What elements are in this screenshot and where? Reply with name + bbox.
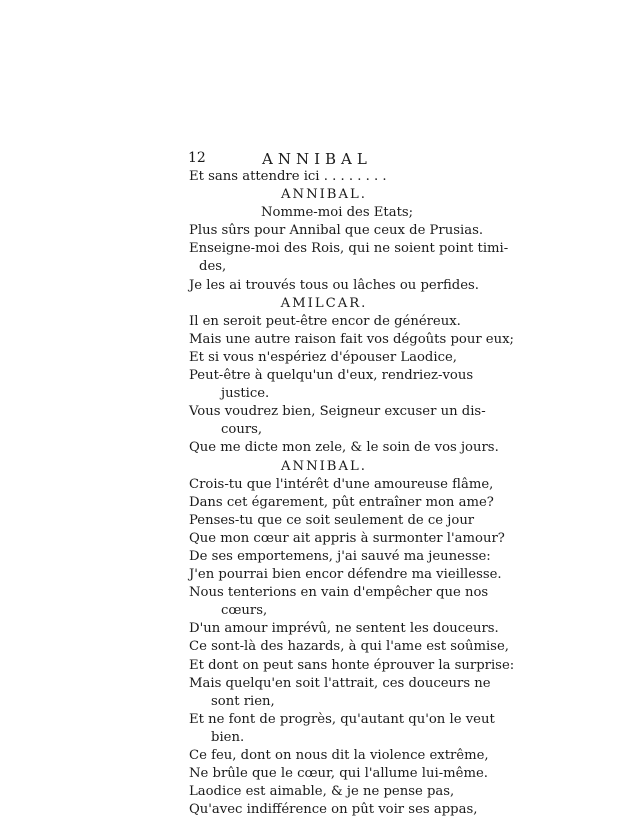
verse-line: Vous voudrez bien, Seigneur excuser un dis- [189,404,486,420]
verse-line: des, [199,259,227,275]
verse-line: Enseigne-moi des Rois, qui ne soient point timi- [189,241,509,257]
verse-line: Mais quelqu'en soit l'attrait, ces douceurs ne [189,675,491,691]
verse-line: Mais une autre raison fait vos dégoûts pour eux; [189,331,514,347]
verse-line: cœurs, [221,603,268,619]
verse-line: J'en pourrai bien encor défendre ma vieillesse. [189,567,502,583]
speaker-name: ANNIBAL. [281,458,367,474]
verse-line: cours, [221,422,263,438]
verse-line: Peut-être à quelqu'un d'eux, rendriez-vous [189,368,474,384]
verse-line: Nous tenterions en vain d'empêcher que nos [189,585,489,601]
verse-line: Que mon cœur ait appris à surmonter l'amour? [189,530,505,546]
verse-line: Plus sûrs pour Annibal que ceux de Prusias. [189,223,484,239]
verse-line: Qu'avec indifférence on pût voir ses appas, [189,802,478,818]
page-number: 12 [188,150,206,166]
verse-line: Et sans attendre ici . . . . . . . . [189,169,387,184]
verse-line: Et si vous n'espériez d'épouser Laodice, [189,349,457,365]
verse-line: De ses emportemens, j'ai sauvé ma jeunesse: [189,548,491,564]
verse-line: Crois-tu que l'intérêt d'une amoureuse flâme, [189,476,494,492]
speaker-name: ANNIBAL. [281,187,367,203]
verse-line: D'un amour imprévû, ne sentent les douceurs. [189,621,499,637]
play-text [189,168,515,819]
verse-line: Dans cet égarement, pût entraîner mon ame? [189,494,494,510]
speaker-name: AMILCAR. [280,295,368,311]
verse-line: bien. [211,729,245,745]
verse-line: Ne brûle que le cœur, qui l'allume lui-même. [189,766,488,782]
verse-line: Je les ai trouvés tous ou lâches ou perfides. [189,277,480,293]
verse-line: Ce feu, dont on nous dit la violence extrême, [189,748,489,763]
verse-line: Laodice est aimable, & je ne pense pas, [189,784,455,800]
verse-line: sont rien, [211,693,275,709]
verse-line: Penses-tu que ce soit seulement de ce jour [189,512,475,528]
verse-line: Que me dicte mon zele, & le soin de vos jours. [189,440,499,456]
running-title: ANNIBAL [262,150,372,168]
verse-line: Nomme-moi des Etats; [261,205,414,221]
verse-line: Ce sont-là des hazards, à qui l'ame est soûmise, [189,639,509,655]
verse-line: justice. [221,386,270,402]
verse-line: Il en seroit peut-être encor de généreux. [189,313,461,329]
verse-line: Et dont on peut sans honte éprouver la surprise: [189,657,515,673]
verse-line: Et ne font de progrès, qu'autant qu'on le veut [189,711,495,727]
